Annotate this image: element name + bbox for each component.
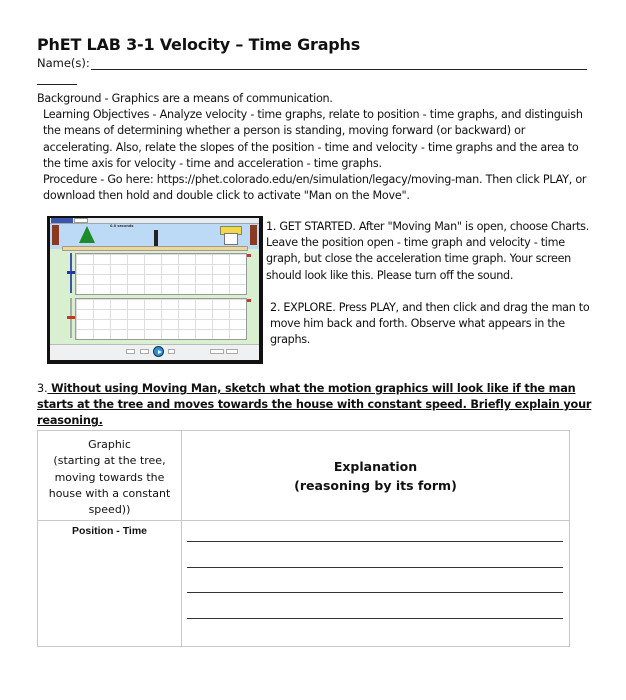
position-slider-knob bbox=[67, 271, 75, 274]
sim-reset-button bbox=[210, 349, 224, 354]
header-explanation-subtitle: (reasoning by its form) bbox=[294, 477, 457, 493]
velocity-time-graph bbox=[75, 298, 247, 340]
background-text: Background - Graphics are a means of communication. bbox=[37, 92, 333, 105]
position-time-explanation-cell[interactable] bbox=[182, 521, 570, 647]
sim-rewind-button bbox=[140, 349, 149, 354]
question-3 bbox=[37, 381, 597, 429]
position-time-cell[interactable] bbox=[38, 521, 182, 647]
man-icon bbox=[154, 230, 158, 246]
header-graphic-line: moving towards the bbox=[54, 470, 165, 484]
question-3-number: 3. bbox=[37, 382, 48, 395]
moving-man-simulation-screenshot bbox=[47, 216, 263, 364]
answer-line[interactable] bbox=[187, 568, 563, 594]
question-3-text: Without using Moving Man, sketch what the motion graphics will look like if the man starts at the tree and moves towards the house with constant speed. Briefly explain your reasoning. bbox=[37, 382, 592, 427]
header-graphic-line: house with a constant bbox=[48, 486, 171, 500]
sim-tab-charts bbox=[74, 218, 88, 223]
answer-line[interactable] bbox=[187, 521, 563, 542]
page-title: PhET LAB 3-1 Velocity – Time Graphs bbox=[37, 35, 361, 54]
header-explanation-cell bbox=[182, 431, 570, 521]
left-wall-icon bbox=[52, 225, 59, 245]
sim-clear-button bbox=[126, 349, 135, 354]
table-header-row bbox=[38, 431, 570, 521]
name-field[interactable] bbox=[37, 56, 587, 70]
table-row bbox=[38, 521, 570, 647]
header-graphic-line: Graphic bbox=[88, 438, 131, 451]
name-blank-line-continued[interactable] bbox=[37, 84, 77, 85]
header-graphic-line: speed)) bbox=[88, 503, 131, 517]
sim-step-button bbox=[168, 349, 175, 354]
position-time-label: Position - Time bbox=[71, 525, 148, 537]
header-graphic-cell bbox=[38, 431, 182, 521]
answer-table bbox=[37, 430, 570, 647]
step-1-text: 1. GET STARTED. After "Moving Man" is open, choose Charts. Leave the position open - time graph and velocity - time graph, but close the acceleration time graph. Your screen should look like this. Please turn off the sound. bbox=[266, 220, 589, 282]
close-graph-icon bbox=[247, 299, 251, 302]
step-2-text: 2. EXPLORE. Press PLAY, and then click and drag the man to move him back and forth. Observe what appears in the graphs. bbox=[270, 300, 590, 347]
name-blank-line[interactable] bbox=[91, 57, 587, 70]
close-graph-icon bbox=[247, 254, 251, 257]
sim-timer: 0.0 seconds bbox=[110, 224, 134, 228]
velocity-slider-knob bbox=[67, 316, 75, 319]
position-time-graph bbox=[75, 253, 247, 295]
tree-icon bbox=[79, 226, 95, 243]
play-icon bbox=[153, 346, 164, 357]
sim-tab-introduction bbox=[51, 218, 73, 223]
header-graphic-line: (starting at the tree, bbox=[53, 454, 166, 468]
answer-line[interactable] bbox=[187, 593, 563, 619]
steps-section bbox=[266, 219, 596, 348]
house-icon bbox=[224, 233, 238, 245]
right-wall-icon bbox=[250, 225, 257, 245]
learning-objectives-text: Learning Objectives - Analyze velocity - time graphs, relate to position - time graphs, and distinguish the means of determining whether a person is standing, moving forward (or backward) or accelerating. Also, relate the slopes of the position - time and velocity - time graphs and the area to the time axis for velocity - time and acceleration - time graphs. bbox=[43, 108, 583, 170]
position-ruler bbox=[62, 246, 248, 251]
name-label: Name(s): bbox=[37, 56, 90, 70]
answer-line[interactable] bbox=[187, 542, 563, 568]
header-explanation-title: Explanation bbox=[333, 458, 418, 474]
procedure-text: Procedure - Go here: https://phet.colorado.edu/en/simulation/legacy/moving-man. Then click PLAY, or download then hold and double click to activate "Man on the Move". bbox=[43, 173, 587, 203]
intro-section bbox=[37, 91, 597, 204]
sim-sound-toggle bbox=[226, 349, 238, 354]
